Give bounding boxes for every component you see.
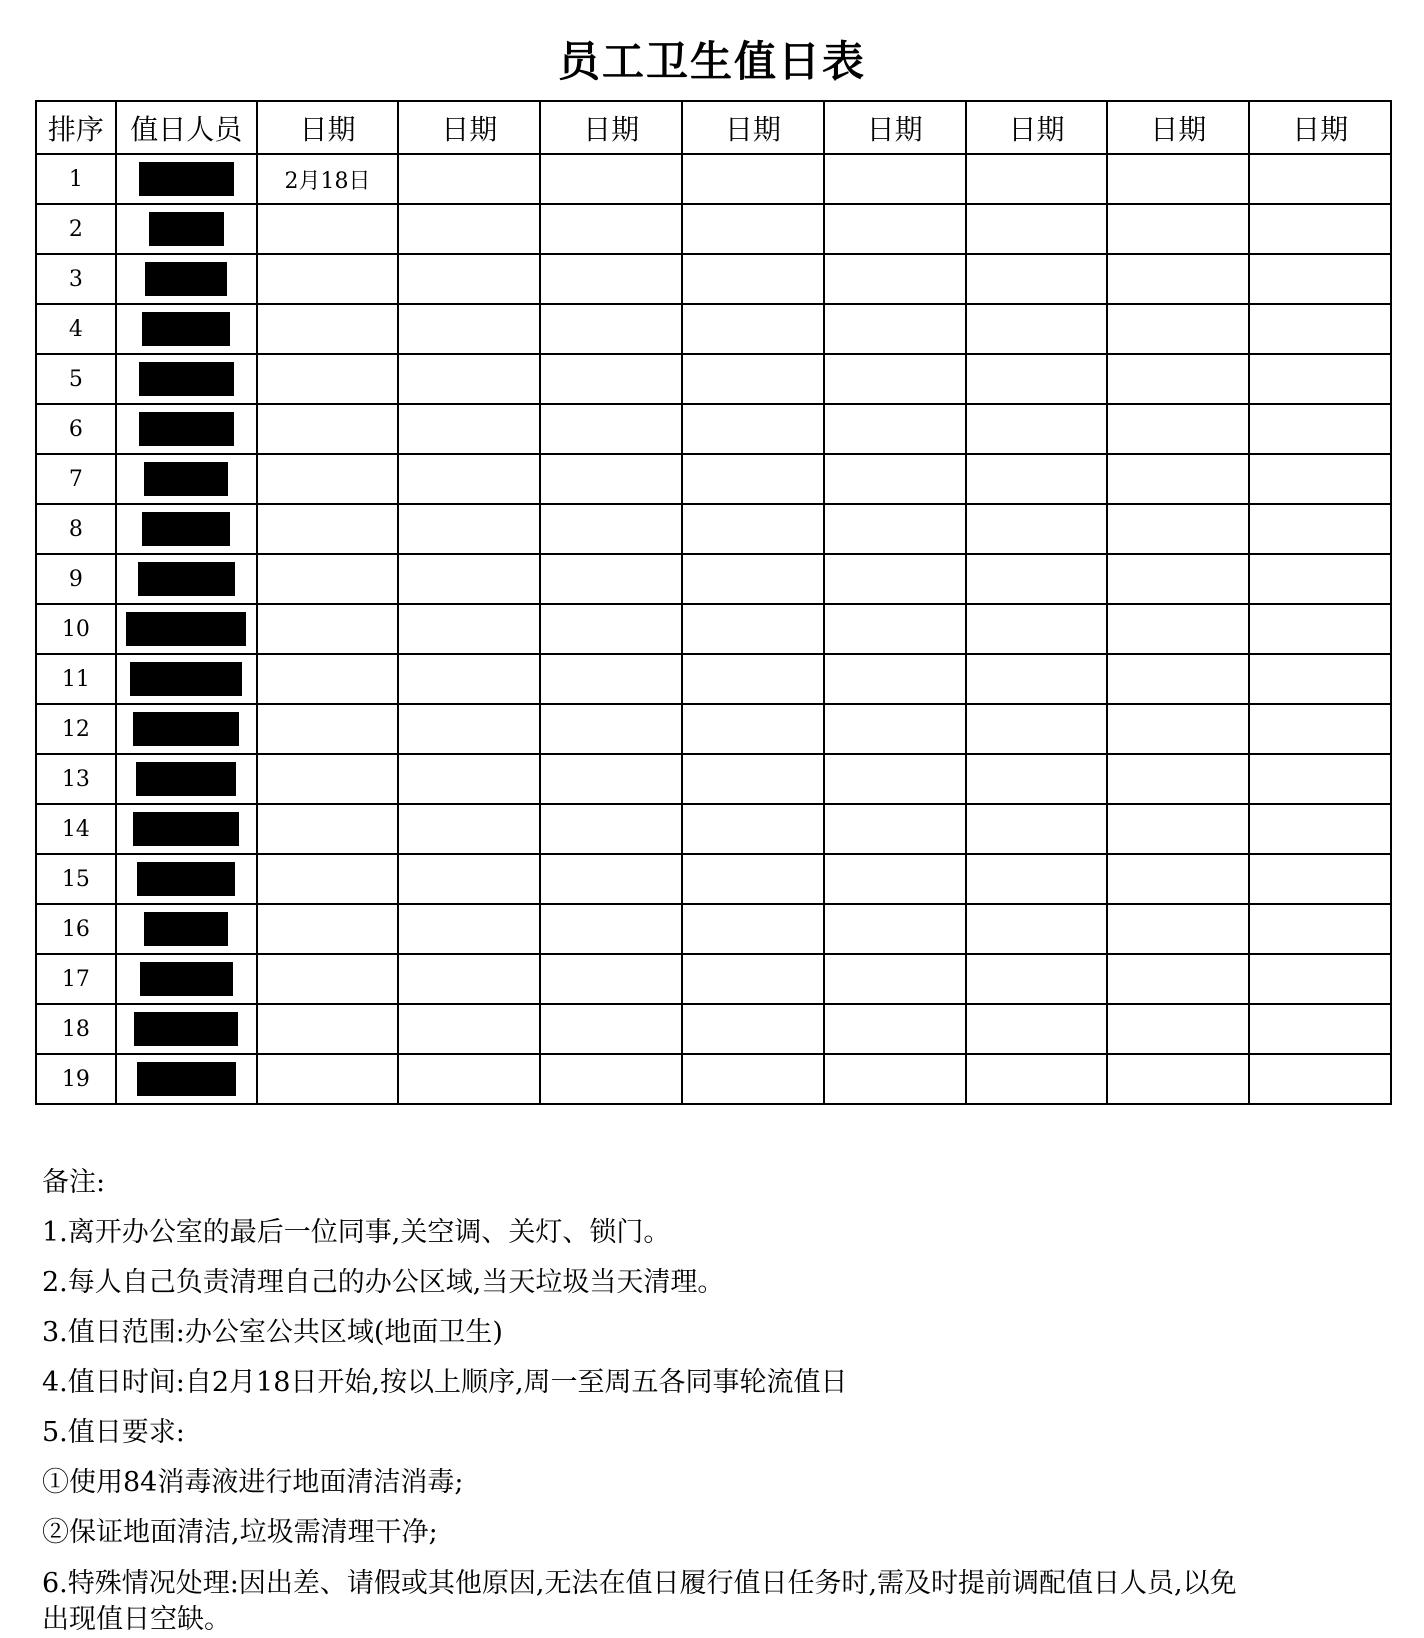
table-header-row [36,101,1391,154]
date-cell[interactable] [398,1054,540,1104]
date-cell[interactable] [1107,804,1249,854]
redacted-name [138,562,235,596]
date-cell[interactable] [540,1054,682,1104]
date-cell[interactable] [540,904,682,954]
date-cell[interactable] [1107,754,1249,804]
staff-cell [116,754,257,804]
staff-cell [116,454,257,504]
date-cell[interactable] [824,1004,966,1054]
date-cell[interactable] [682,254,824,304]
date-cell[interactable] [1249,154,1391,204]
date-cell[interactable] [966,354,1108,404]
note-item: 2.每人自己负责清理自己的办公区域,当天垃圾当天清理。 [42,1267,725,1298]
date-cell[interactable] [257,704,399,754]
date-cell[interactable] [824,754,966,804]
redacted-name [145,262,227,296]
date-cell[interactable] [824,354,966,404]
date-cell[interactable] [257,954,399,1004]
staff-cell [116,804,257,854]
date-cell[interactable] [1249,704,1391,754]
date-cell[interactable] [682,754,824,804]
date-cell[interactable] [540,654,682,704]
redacted-name [137,862,235,896]
date-cell[interactable] [1107,904,1249,954]
redacted-name [130,662,242,696]
staff-cell [116,354,257,404]
date-cell[interactable] [540,304,682,354]
redacted-name [149,212,224,246]
date-cell[interactable] [540,754,682,804]
date-cell[interactable] [682,404,824,454]
date-cell[interactable] [540,604,682,654]
date-cell[interactable] [966,204,1108,254]
table-body [36,154,1391,1104]
date-cell[interactable] [1107,254,1249,304]
header-date: 日期 [824,101,966,154]
date-cell[interactable] [398,504,540,554]
date-cell[interactable] [1107,504,1249,554]
date-cell[interactable] [257,254,399,304]
header-date: 日期 [1249,101,1391,154]
row-number: 8 [36,504,116,554]
table-row [36,154,1391,204]
staff-cell [116,254,257,304]
table-row [36,904,1391,954]
date-cell[interactable] [824,804,966,854]
table-row [36,254,1391,304]
date-cell[interactable] [1249,204,1391,254]
date-cell[interactable] [398,354,540,404]
date-cell[interactable] [398,454,540,504]
date-cell[interactable] [682,654,824,704]
date-cell[interactable] [1249,854,1391,904]
staff-cell [116,704,257,754]
date-cell[interactable] [682,954,824,1004]
date-cell[interactable] [1107,554,1249,604]
row-number: 6 [36,404,116,454]
header-staff: 值日人员 [116,101,257,154]
date-cell[interactable] [1249,554,1391,604]
redacted-name [142,312,230,346]
row-number: 1 [36,154,116,204]
row-number: 7 [36,454,116,504]
staff-cell [116,854,257,904]
table-row [36,954,1391,1004]
date-cell[interactable] [824,704,966,754]
date-cell[interactable] [824,904,966,954]
staff-cell [116,954,257,1004]
table-row [36,1004,1391,1054]
table-row [36,1054,1391,1104]
header-date: 日期 [1107,101,1249,154]
redacted-name [134,1012,238,1046]
date-cell[interactable] [1107,304,1249,354]
row-number: 5 [36,354,116,404]
date-cell[interactable] [398,254,540,304]
date-cell[interactable] [682,804,824,854]
date-cell[interactable] [540,504,682,554]
date-cell[interactable] [1249,654,1391,704]
date-cell[interactable] [1249,304,1391,354]
date-cell[interactable] [682,1054,824,1104]
notes-heading: 备注: [42,1167,106,1198]
date-cell[interactable] [1107,1054,1249,1104]
date-cell[interactable] [1249,254,1391,304]
date-cell[interactable] [398,604,540,654]
date-cell[interactable]: 2月18日 [257,154,399,204]
date-cell[interactable] [398,704,540,754]
row-number: 4 [36,304,116,354]
date-cell[interactable] [1249,454,1391,504]
date-cell[interactable] [1249,804,1391,854]
staff-cell [116,504,257,554]
date-cell[interactable] [398,154,540,204]
date-cell[interactable] [682,704,824,754]
date-cell[interactable] [257,754,399,804]
date-cell[interactable] [824,854,966,904]
date-cell[interactable] [540,854,682,904]
date-cell[interactable] [824,554,966,604]
date-cell[interactable] [682,354,824,404]
redacted-name [140,962,233,996]
row-number: 18 [36,1004,116,1054]
date-cell[interactable] [1107,954,1249,1004]
redacted-name [142,512,230,546]
date-cell[interactable] [966,854,1108,904]
date-cell[interactable] [966,1054,1108,1104]
date-cell[interactable] [824,154,966,204]
table-row [36,454,1391,504]
date-cell[interactable] [682,604,824,654]
note-item: 3.值日范围:办公室公共区域(地面卫生) [42,1317,503,1348]
date-cell[interactable] [966,304,1108,354]
date-cell[interactable] [966,954,1108,1004]
staff-cell [116,304,257,354]
staff-cell [116,604,257,654]
date-cell[interactable] [966,404,1108,454]
header-date: 日期 [398,101,540,154]
date-cell[interactable] [257,504,399,554]
note-item: ①使用84消毒液进行地面清洁消毒; [42,1467,464,1498]
row-number: 2 [36,204,116,254]
date-cell[interactable] [257,1054,399,1104]
date-cell[interactable] [1249,904,1391,954]
row-number: 11 [36,654,116,704]
date-cell[interactable] [540,704,682,754]
date-cell[interactable] [257,604,399,654]
date-cell[interactable] [824,254,966,304]
date-cell[interactable] [824,404,966,454]
note-item: 6.特殊情况处理:因出差、请假或其他原因,无法在值日履行值日任务时,需及时提前调配值日人员,以免出现值日空缺。 [42,1568,1237,1635]
date-cell[interactable] [257,854,399,904]
date-cell[interactable] [1249,404,1391,454]
notes-section [42,1158,1402,1638]
date-cell[interactable] [1107,354,1249,404]
date-cell[interactable] [682,154,824,204]
date-cell[interactable] [398,1004,540,1054]
staff-cell [116,904,257,954]
date-cell[interactable] [257,454,399,504]
date-cell[interactable] [966,704,1108,754]
staff-cell [116,1054,257,1104]
redacted-name [139,412,234,446]
redacted-name [144,462,228,496]
date-cell[interactable] [257,554,399,604]
date-cell[interactable] [1107,1004,1249,1054]
date-cell[interactable] [398,954,540,1004]
date-cell[interactable] [1249,504,1391,554]
row-number: 15 [36,854,116,904]
date-cell[interactable] [966,454,1108,504]
date-cell[interactable] [540,154,682,204]
date-cell[interactable] [966,604,1108,654]
redacted-name [133,712,239,746]
redacted-name [136,762,236,796]
date-cell[interactable] [398,204,540,254]
row-number: 17 [36,954,116,1004]
date-cell[interactable] [1249,754,1391,804]
date-cell[interactable] [1107,454,1249,504]
staff-cell [116,1004,257,1054]
row-number: 19 [36,1054,116,1104]
date-cell[interactable] [257,904,399,954]
row-number: 13 [36,754,116,804]
row-number: 9 [36,554,116,604]
date-cell[interactable] [1249,354,1391,404]
date-cell[interactable] [682,304,824,354]
staff-cell [116,204,257,254]
redacted-name [137,1062,236,1096]
note-item: 4.值日时间:自2月18日开始,按以上顺序,周一至周五各同事轮流值日 [42,1367,848,1398]
table-row [36,354,1391,404]
date-cell[interactable] [1249,604,1391,654]
date-cell[interactable] [682,904,824,954]
date-cell[interactable] [824,304,966,354]
date-cell[interactable] [966,804,1108,854]
date-cell[interactable] [682,554,824,604]
redacted-name [126,612,246,646]
page-title: 员工卫生值日表 [557,37,866,86]
date-cell[interactable] [540,1004,682,1054]
date-cell[interactable] [824,604,966,654]
date-cell[interactable] [824,204,966,254]
date-cell[interactable] [1107,854,1249,904]
date-cell[interactable] [682,504,824,554]
date-cell[interactable] [398,654,540,704]
table-row [36,554,1391,604]
date-cell[interactable] [540,204,682,254]
date-cell[interactable] [824,654,966,704]
staff-cell [116,554,257,604]
date-cell[interactable] [398,404,540,454]
table-row [36,204,1391,254]
date-cell[interactable] [1107,704,1249,754]
date-cell[interactable] [1249,954,1391,1004]
redacted-name [139,162,234,196]
row-number: 14 [36,804,116,854]
date-cell[interactable] [824,454,966,504]
header-date: 日期 [682,101,824,154]
date-cell[interactable] [540,404,682,454]
date-cell[interactable] [257,354,399,404]
date-cell[interactable] [398,804,540,854]
header-date: 日期 [540,101,682,154]
header-order: 排序 [36,101,116,154]
date-cell[interactable] [966,154,1108,204]
table-row [36,704,1391,754]
table-row [36,304,1391,354]
row-number: 10 [36,604,116,654]
staff-cell [116,154,257,204]
row-number: 16 [36,904,116,954]
date-cell[interactable] [1107,204,1249,254]
table-row [36,754,1391,804]
date-cell[interactable] [1107,154,1249,204]
note-item: 5.值日要求: [42,1417,185,1448]
staff-cell [116,404,257,454]
note-item: 1.离开办公室的最后一位同事,关空调、关灯、锁门。 [42,1217,671,1248]
redacted-name [144,912,228,946]
date-cell[interactable] [398,554,540,604]
date-cell[interactable] [966,904,1108,954]
date-cell[interactable] [966,1004,1108,1054]
date-cell[interactable] [257,804,399,854]
table-row [36,404,1391,454]
header-date: 日期 [966,101,1108,154]
date-cell[interactable] [1249,1004,1391,1054]
date-cell[interactable] [398,304,540,354]
redacted-name [139,362,234,396]
date-cell[interactable] [1107,654,1249,704]
date-cell[interactable] [540,804,682,854]
date-cell[interactable] [966,554,1108,604]
date-cell[interactable] [398,904,540,954]
note-item: ②保证地面清洁,垃圾需清理干净; [42,1517,438,1548]
date-cell[interactable] [682,1004,824,1054]
date-cell[interactable] [257,204,399,254]
date-cell[interactable] [398,854,540,904]
date-cell[interactable] [540,254,682,304]
date-cell[interactable] [682,854,824,904]
date-cell[interactable] [1107,404,1249,454]
date-cell[interactable] [824,954,966,1004]
date-cell[interactable] [966,754,1108,804]
date-cell[interactable] [966,504,1108,554]
row-number: 3 [36,254,116,304]
redacted-name [133,812,239,846]
date-cell[interactable] [540,354,682,404]
date-cell[interactable] [540,954,682,1004]
date-cell[interactable] [966,254,1108,304]
header-date: 日期 [257,101,399,154]
table-row [36,504,1391,554]
table-row [36,804,1391,854]
date-cell[interactable] [682,204,824,254]
date-cell[interactable] [540,454,682,504]
date-cell[interactable] [257,654,399,704]
date-cell[interactable] [257,404,399,454]
date-cell[interactable] [966,654,1108,704]
table-row [36,854,1391,904]
date-cell[interactable] [398,754,540,804]
date-cell[interactable] [1107,604,1249,654]
table-row [36,604,1391,654]
duty-schedule-table [35,100,1392,1105]
date-cell[interactable] [1249,1054,1391,1104]
date-cell[interactable] [824,504,966,554]
date-cell[interactable] [257,1004,399,1054]
date-cell[interactable] [824,1054,966,1104]
date-cell[interactable] [682,454,824,504]
row-number: 12 [36,704,116,754]
date-cell[interactable] [257,304,399,354]
table-row [36,654,1391,704]
date-cell[interactable] [540,554,682,604]
staff-cell [116,654,257,704]
